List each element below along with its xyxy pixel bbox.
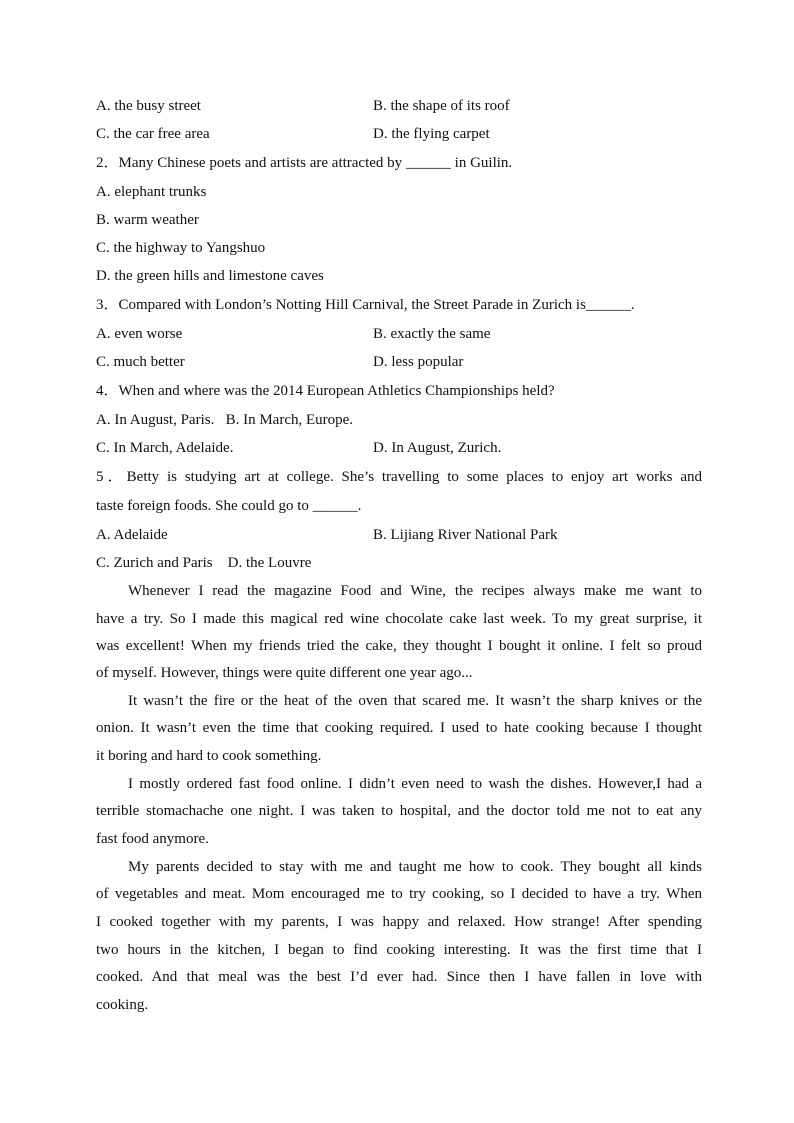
q3-stem: 3．Compared with London’s Notting Hill Carnival, the Street Parade in Zurich is______. <box>96 297 635 313</box>
passage-p4-line-6: cooking. <box>96 997 149 1013</box>
q3-option-c: C. much better <box>96 354 185 370</box>
q2-option-a: A. elephant trunks <box>96 184 207 200</box>
q1-options-row-1 <box>96 96 702 116</box>
passage-p2-line-3: it boring and hard to cook something. <box>96 748 322 764</box>
passage-p4-line-1: My parents decided to stay with me and taught me how to cook. They bought all kinds <box>128 859 702 875</box>
q5-option-a: A. Adelaide <box>96 527 168 543</box>
passage-p1-line-3: was excellent! When my friends tried the cake, they thought I bought it online. I felt so proud <box>96 638 702 654</box>
q5-options-row-1 <box>96 525 702 545</box>
q3-options-row-1 <box>96 324 702 344</box>
q4-option-ab: A. In August, Paris. B. In March, Europe. <box>96 412 354 428</box>
q1-option-b: B. the shape of its roof <box>373 98 510 114</box>
passage-p4-line-3: I cooked together with my parents, I was happy and relaxed. How strange! After spending <box>96 914 702 930</box>
q5-stem-line-2: taste foreign foods. She could go to ______. <box>96 498 362 514</box>
q3-option-d: D. less popular <box>373 354 464 370</box>
passage-p4-line-4: two hours in the kitchen, I began to find cooking interesting. It was the first time that I <box>96 942 702 958</box>
passage-p1-line-2: have a try. So I made this magical red wine chocolate cake last week. To my great surprise, it <box>96 611 702 627</box>
passage-p2-line-1: It wasn’t the fire or the heat of the oven that scared me. It wasn’t the sharp knives or the <box>128 693 702 709</box>
q2-stem: 2．Many Chinese poets and artists are attracted by ______ in Guilin. <box>96 155 513 171</box>
q3-option-b: B. exactly the same <box>373 326 491 342</box>
q4-option-c: C. In March, Adelaide. <box>96 440 234 456</box>
q3-options-row-2 <box>96 352 702 372</box>
q4-options-row-2 <box>96 438 702 458</box>
passage-p1-line-4: of myself. However, things were quite different one year ago... <box>96 665 473 681</box>
q2-option-c: C. the highway to Yangshuo <box>96 240 266 256</box>
q4-stem: 4．When and where was the 2014 European Athletics Championships held? <box>96 383 555 399</box>
q1-options-row-2 <box>96 124 702 144</box>
passage-p1-line-1: Whenever I read the magazine Food and Wine, the recipes always make me want to <box>128 583 702 599</box>
q5-option-cd: C. Zurich and Paris D. the Louvre <box>96 555 312 571</box>
q5-option-b: B. Lijiang River National Park <box>373 527 558 543</box>
q1-option-c: C. the car free area <box>96 126 210 142</box>
passage-p3-line-2: terrible stomachache one night. I was taken to hospital, and the doctor told me not to eat any <box>96 803 702 819</box>
q3-option-a: A. even worse <box>96 326 183 342</box>
q2-option-d: D. the green hills and limestone caves <box>96 268 324 284</box>
q1-option-d: D. the flying carpet <box>373 126 490 142</box>
q1-option-a: A. the busy street <box>96 98 201 114</box>
q2-option-b: B. warm weather <box>96 212 199 228</box>
passage-p4-line-5: cooked. And that meal was the best I’d ever had. Since then I have fallen in love with <box>96 969 702 985</box>
q4-option-d: D. In August, Zurich. <box>373 440 502 456</box>
passage-p3-line-3: fast food anymore. <box>96 831 209 847</box>
passage-p4-line-2: of vegetables and meat. Mom encouraged me to try cooking, so I decided to have a try. When <box>96 886 702 902</box>
passage-p2-line-2: onion. It wasn’t even the time that cooking required. I used to hate cooking because I thought <box>96 720 702 736</box>
q5-stem-line-1: 5．Betty is studying art at college. She’s travelling to some places to enjoy art works and <box>96 469 702 485</box>
passage-p3-line-1: I mostly ordered fast food online. I didn’t even need to wash the dishes. However,I had a <box>128 776 702 792</box>
